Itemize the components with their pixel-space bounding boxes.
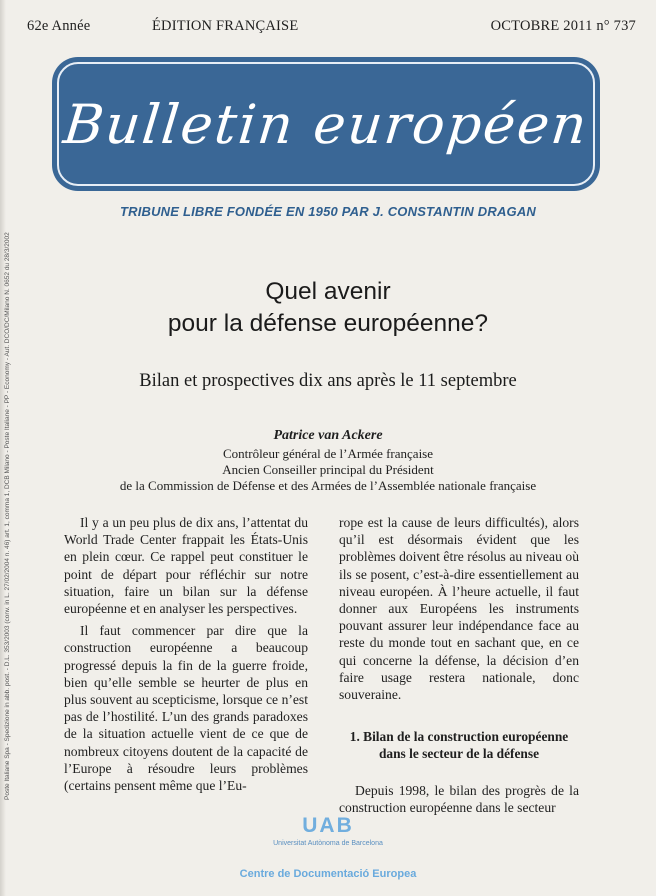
header-year: 62e Année [27, 18, 91, 34]
uab-logo-stamp: UAB [302, 814, 354, 837]
affiliation-line-3: de la Commission de Défense et des Armées de l’Assemblée nationale française [119, 478, 537, 493]
article-subtitle: Bilan et prospectives dix ans après le 11 septembre [139, 371, 517, 391]
paragraph: rope est la cause de leurs difficultés), alors qu’il est désormais évident que les problèmes doivent être résolus au niveau où ils se posent, c’est-à-dire essentiellement au niveau européen. À l’heure actuelle, il faut donner aux Européens les instruments pouvant assurer leur indépendance face au reste du monde tout en sachant que, en ce qui concerne la défense, la décision d’en faire usage restera nationale, donc souveraine. [339, 515, 579, 703]
header-issue: OCTOBRE 2011 n° 737 [490, 18, 636, 34]
article-title-line-2: pour la défense européenne? [167, 310, 489, 337]
masthead-banner [52, 57, 600, 191]
paragraph: Il faut commencer par dire que la construction européenne a beaucoup progressé depuis la fin de la guerre froide, bien qu’elle semble se heurter de plus en plus souvent au scepticisme, lorsque ce n’est pas de l’hostilité. L’un des grands paradoxes de la situation actuelle vient de ce que de nombreux citoyens doutent de la capacité de l’Europe à résoudre leurs problèmes (certains pensent même que l’Eu- [64, 623, 308, 794]
postal-side-note: Poste Italiane Spa - Spedizione in abb. post. - D.L. 353/2003 (conv. in L. 27/02/2004 n. 46) art. 1, comma 1, DCB Milano - Poste Italiane - PP - Economy - Aut. DCO/DC/Milano N. 0652 du 28/3/2002 [4, 232, 11, 800]
affiliation-line-2: Ancien Conseiller principal du Président [222, 462, 434, 477]
header-edition: ÉDITION FRANÇAISE [152, 18, 299, 34]
masthead-title: Bulletin européen [60, 92, 592, 156]
body-column-left [64, 514, 308, 799]
article-title [0, 276, 656, 340]
author-name: Patrice van Ackere [273, 428, 383, 443]
section-heading [339, 729, 579, 762]
body-column-right [339, 514, 579, 821]
article-title-line-1: Quel avenir [265, 278, 391, 305]
affiliation-line-1: Contrôleur général de l’Armée française [222, 446, 434, 461]
section-heading-line-1: 1. Bilan de la construction européenne [349, 729, 569, 745]
author-affiliation [0, 446, 656, 494]
section-heading-line-2: dans le secteur de la défense [378, 745, 540, 761]
masthead-frame [57, 62, 595, 186]
paragraph: Il y a un peu plus de dix ans, l’attentat du World Trade Center frappait les États-Unis en plein cœur. Ce rappel peut constituer le point de départ pour réfléchir sur notre situation, faire un bilan sur la défense européenne et en analyser les perspectives. [64, 515, 308, 617]
university-stamp: Universitat Autònoma de Barcelona [273, 840, 383, 847]
tagline: TRIBUNE LIBRE FONDÉE EN 1950 PAR J. CONSTANTIN DRAGAN [119, 204, 537, 219]
paragraph: Depuis 1998, le bilan des progrès de la construction européenne dans le secteur [339, 783, 579, 816]
documentation-centre-stamp: Centre de Documentació Europea [239, 868, 417, 880]
